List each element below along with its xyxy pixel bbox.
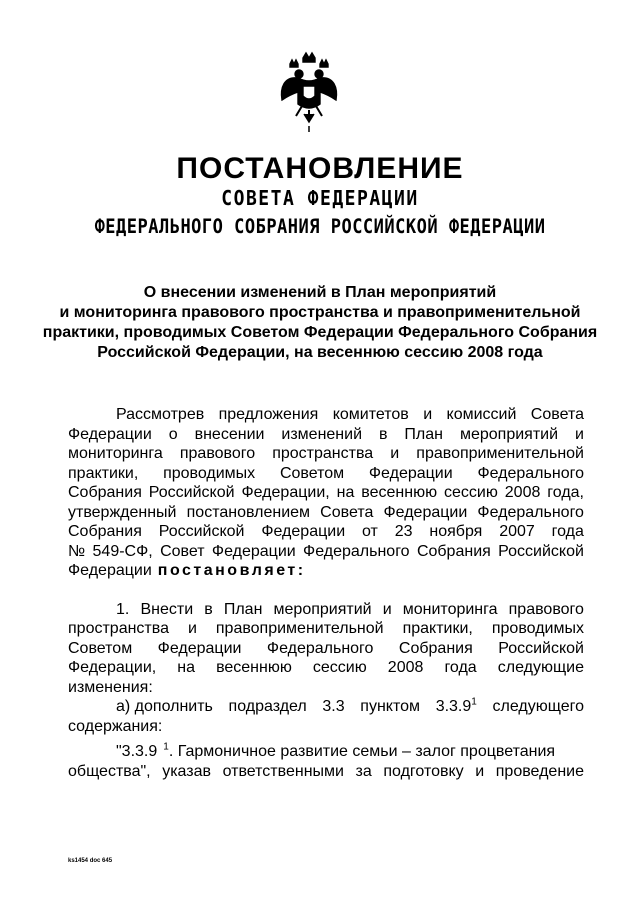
paragraph-line (68, 697, 584, 717)
subject-line: О внесении изменений в План мероприятий (143, 284, 497, 301)
word: весеннюю (361, 484, 438, 501)
word: в (204, 600, 213, 618)
text-fragment: 3.3 (322, 698, 345, 715)
subject-line: Российской Федерации, на весеннюю сессию 2008 года (97, 344, 543, 361)
superscript: 1 (163, 741, 169, 753)
resolution-keyword: постановляет: (157, 562, 306, 579)
word: пространства (68, 620, 169, 637)
word: постановлением (186, 503, 311, 521)
word: правоприменительной (416, 445, 584, 462)
issuer-line-2: ФЕДЕРАЛЬНОГО СОБРАНИЯ РОССИЙСКОЙ ФЕДЕРАЦИИ (94, 215, 546, 239)
word: года (444, 659, 477, 676)
word: и (574, 425, 584, 443)
text-fragment: изменения: (68, 678, 153, 696)
word: общества", (68, 762, 151, 780)
word: Собрания (416, 542, 491, 560)
word: Совет (160, 542, 205, 560)
word: практики, (68, 464, 139, 482)
paragraph-line (68, 561, 584, 581)
document-code: ks1454 doc 645 (68, 858, 113, 864)
word: правоприменительной (215, 620, 384, 637)
issuer-line-1: СОВЕТА ФЕДЕРАЦИИ (221, 186, 419, 211)
word: года, (547, 484, 584, 501)
word: комитетов (332, 406, 409, 423)
word: Российской (148, 484, 235, 501)
word: 2008 (504, 484, 541, 501)
subject-line: и мониторинга правового пространства и правоприменительной (59, 304, 581, 321)
paragraph-line (68, 503, 584, 523)
paragraph-line (68, 405, 584, 425)
paragraph-line (68, 425, 584, 445)
document-subject (40, 283, 600, 363)
paragraph-line (68, 444, 584, 464)
word: и (390, 445, 400, 462)
superscript: 1 (471, 696, 477, 708)
word: Федерации (68, 425, 152, 443)
word: План (404, 425, 443, 443)
word: проводимых (491, 620, 584, 637)
word: 1. (116, 600, 130, 618)
text-fragment: подраздел (228, 698, 307, 715)
text-fragment: "3.3.9 (116, 743, 158, 760)
word: Рассмотрев (116, 406, 205, 423)
word: Российской (498, 639, 584, 657)
word: предложения (218, 406, 319, 423)
paragraph-line (68, 542, 584, 562)
word: мониторинга (68, 445, 163, 462)
word: ответственными (222, 762, 344, 780)
item-number (436, 697, 477, 717)
word: утвержденный (68, 503, 177, 521)
paragraph-line (68, 464, 584, 484)
word: сессию (444, 484, 498, 501)
word: ноября (429, 523, 483, 540)
word: Российской (158, 523, 245, 540)
word: и (382, 600, 392, 618)
word: за (355, 762, 372, 780)
paragraph-line (68, 742, 584, 762)
text-fragment: пунктом (360, 698, 421, 715)
word: года (551, 523, 584, 540)
word: изменений (281, 425, 363, 443)
word: мероприятий (459, 425, 559, 443)
text-fragment: а) дополнить (116, 698, 213, 715)
word: Федерации (261, 523, 346, 540)
word: Федерации (368, 464, 453, 482)
word: Федерации (383, 503, 468, 521)
subject-line: практики, проводимых Советом Федерации Федерального Собрания (42, 324, 598, 341)
word: 549-СФ, (92, 542, 153, 560)
word: подготовку (383, 762, 464, 780)
word: Советом (68, 639, 133, 657)
word: правового (179, 445, 256, 462)
word: на (336, 484, 355, 501)
text-fragment: следующего (492, 698, 584, 715)
word: и (423, 406, 433, 423)
text-fragment: 3.3.9 (435, 698, 472, 715)
word: № (68, 542, 86, 560)
word: комиссий (446, 406, 517, 423)
word: 23 (394, 523, 413, 540)
paragraph-line (68, 678, 584, 698)
word: Собрания (68, 484, 142, 501)
word: Федерального (477, 503, 584, 521)
word: мероприятий (273, 600, 372, 618)
word: Федерального (303, 542, 410, 560)
word: 2008 (387, 659, 424, 676)
word: о (168, 425, 178, 443)
word: Федерального (477, 464, 584, 482)
word: в (378, 425, 388, 443)
quoted-item (116, 742, 561, 762)
word: Федерального (266, 639, 374, 657)
text-fragment: содержания: (68, 717, 163, 735)
paragraph-line (68, 522, 584, 542)
word: Собрания (68, 523, 142, 540)
document-body (68, 405, 584, 781)
word: Российской (498, 542, 584, 560)
word: Совета (320, 503, 374, 521)
word: пространства (272, 445, 374, 462)
paragraph-line (68, 600, 584, 620)
word: Федерации, (68, 659, 157, 676)
russian-coat-of-arms-icon (276, 48, 342, 132)
word: мониторинга (402, 600, 498, 618)
word: следующие (497, 659, 584, 676)
paragraph-line (68, 762, 584, 782)
word: и (475, 762, 485, 780)
word: практики, (402, 620, 473, 637)
word: Советом (279, 464, 345, 482)
word: 2007 (499, 523, 535, 540)
paragraph-line (68, 483, 584, 503)
word: проведение (495, 762, 584, 780)
word: от (361, 523, 378, 540)
word: Федерации (157, 639, 242, 657)
word: План (223, 600, 263, 618)
paragraph-line (68, 717, 584, 737)
word: внесении (194, 425, 265, 443)
word: проводимых (163, 464, 256, 482)
text-fragment: . Гармоничное развитие семьи – залог процветания (168, 743, 556, 760)
word: Собрания (398, 639, 473, 657)
word: Внести (140, 600, 194, 618)
word: на (177, 659, 196, 676)
paragraph-line (68, 658, 584, 678)
paragraph-line (68, 639, 584, 659)
word: правового (508, 600, 584, 618)
word: сессию (312, 659, 367, 676)
word: Совета (530, 406, 584, 423)
document-title: ПОСТАНОВЛЕНИЕ (176, 152, 464, 185)
word: Федерации, (241, 484, 330, 501)
text-fragment: Федерации (68, 562, 152, 579)
paragraph-line (68, 619, 584, 639)
word: Федерации (211, 542, 296, 560)
word: и (187, 620, 197, 637)
word: указав (162, 762, 212, 780)
word: весеннюю (216, 659, 292, 676)
